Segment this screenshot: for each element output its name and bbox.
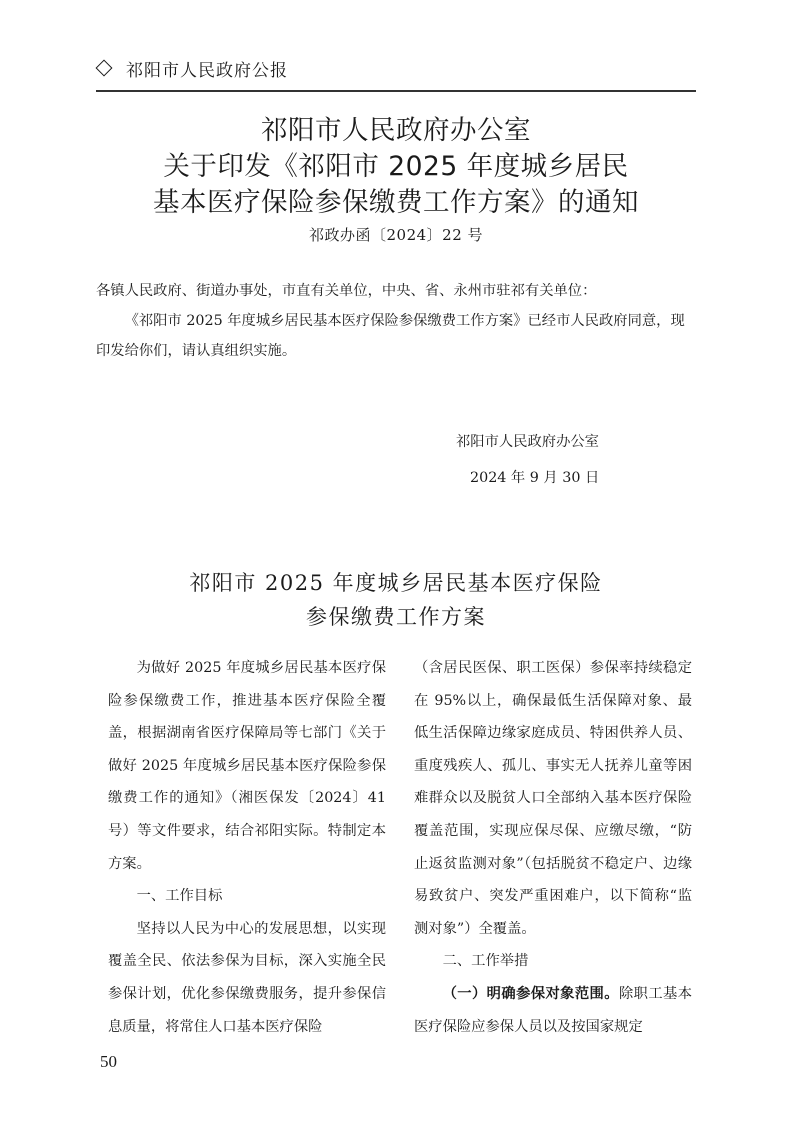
publication-name: 祁阳市人民政府公报: [126, 60, 288, 81]
signature-block: [456, 424, 656, 496]
measure-1-paragraph: [414, 978, 692, 1043]
notice-title-line-2: 关于印发《祁阳市 2025 年度城乡居民: [163, 151, 629, 182]
notice-body: [96, 276, 696, 366]
addressee: 各镇人民政府、街道办事处，市直有关单位，中央、省、永州市驻祁有关单位：: [96, 283, 597, 299]
signature-date: 2024 年 9 月 30 日: [470, 470, 600, 486]
diamond-icon: [96, 60, 113, 77]
plan-title-line-1: 祁阳市 2025 年度城乡居民基本医疗保险: [189, 571, 603, 595]
section-heading-goals: 一、工作目标: [136, 888, 223, 905]
signature-org: 祁阳市人民政府办公室: [456, 434, 599, 450]
measure-1-text: 除职工基本医疗保险应参保人员以及按国家规定: [414, 985, 693, 1035]
notice-title-line-1: 祁阳市人民政府办公室: [261, 115, 531, 146]
header-rule: [96, 90, 696, 92]
notice-paragraph: 《祁阳市 2025 年度城乡居民基本医疗保险参保缴费工作方案》已经市人民政府同意，现印发给你们，请认真组织实施。: [96, 313, 685, 359]
plan-title: [96, 566, 696, 634]
page-number: 50: [100, 1052, 117, 1071]
measure-1-lead: （一）明确参保对象范围。: [442, 985, 619, 1002]
goals-paragraph: 坚持以人民为中心的发展思想，以实现覆盖全民、依法参保为目标，深入实施全民参保计划，优化参保缴费服务，提升参保信息质量，将常住人口基本医疗保险: [108, 920, 386, 1035]
notice-title-line-3: 基本医疗保险参保缴费工作方案》的通知: [153, 187, 639, 218]
right-column: [414, 652, 692, 1043]
plan-title-line-2: 参保缴费工作方案: [306, 605, 486, 629]
intro-paragraph: 为做好 2025 年度城乡居民基本医疗保险参保缴费工作，推进基本医疗保险全覆盖，根据湖南省医疗保障局等七部门《关于做好 2025 年度城乡居民基本医疗保险参保缴费工作的通知》（湘医保发〔2024〕41 号）等文件要求，结合祁阳实际。特制定本方案。: [108, 660, 386, 872]
page-header: [96, 48, 696, 88]
document-number: 祁政办函〔2024〕22 号: [308, 226, 484, 244]
notice-title: [96, 113, 696, 246]
section-heading-measures: 二、工作举措: [442, 953, 529, 970]
goals-continuation: （含居民医保、职工医保）参保率持续稳定在 95%以上，确保最低生活保障对象、最低生活保障边缘家庭成员、特困供养人员、重度残疾人、孤儿、事实无人抚养儿童等困难群众以及脱贫人口全部纳入基本医疗保险覆盖范围，实现应保尽保、应缴尽缴，“防止返贫监测对象”（包括脱贫不稳定户、边缘易致贫户、突发严重困难户，以下简称“监测对象”）全覆盖。: [414, 660, 692, 937]
left-column: [108, 652, 386, 1043]
